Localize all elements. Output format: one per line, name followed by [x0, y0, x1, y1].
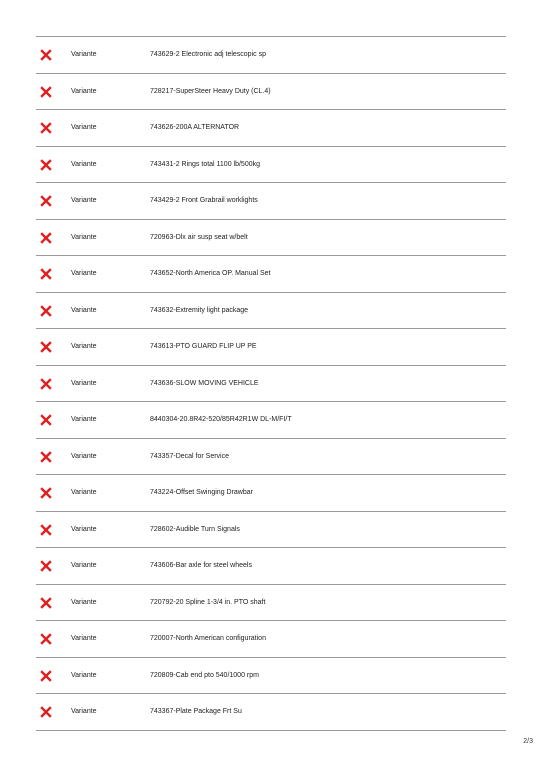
table-row	[36, 293, 506, 330]
x-mark-icon	[40, 633, 52, 645]
row-description: 743613-PTO GUARD FLIP UP PE	[150, 343, 257, 350]
table-row	[36, 439, 506, 476]
x-mark-icon	[40, 451, 52, 463]
table-row	[36, 110, 506, 147]
table-row	[36, 402, 506, 439]
row-type: Variante	[71, 270, 97, 277]
x-mark-icon	[40, 232, 52, 244]
x-mark-icon	[40, 341, 52, 353]
row-description: 743652-North America OP. Manual Set	[150, 270, 271, 277]
row-type: Variante	[71, 160, 97, 168]
table-row	[36, 37, 506, 74]
x-mark-icon	[40, 670, 52, 682]
x-mark-icon	[40, 122, 52, 134]
row-description: 743431-2 Rings total 1100 lb/500kg	[150, 160, 261, 168]
table-row	[36, 548, 506, 585]
row-type: Variante	[71, 87, 97, 95]
row-type: Variante	[71, 452, 97, 460]
x-mark-icon	[40, 305, 52, 317]
row-type: Variante	[71, 708, 97, 715]
x-mark-icon	[40, 159, 52, 171]
row-description: 743629-2 Electronic adj telescopic sp	[150, 51, 266, 58]
row-type: Variante	[71, 197, 97, 204]
table-row	[36, 512, 506, 549]
table-row	[36, 329, 506, 366]
row-type: Variante	[71, 233, 97, 241]
row-description: 743367-Plate Package Frt Su	[150, 708, 242, 715]
x-mark-icon	[40, 268, 52, 280]
x-mark-icon	[40, 487, 52, 499]
table-row	[36, 147, 506, 184]
table-row	[36, 475, 506, 512]
row-type: Variante	[71, 671, 97, 679]
row-type: Variante	[71, 489, 97, 496]
row-description: 743357-Decal for Service	[150, 452, 229, 460]
table-row	[36, 621, 506, 658]
row-description: 728217-SuperSteer Heavy Duty (CL.4)	[150, 87, 271, 95]
table-row	[36, 183, 506, 220]
page-number: 2/3	[523, 738, 533, 745]
x-mark-icon	[40, 378, 52, 390]
row-description: 8440304-20.8R42-520/85R42R1W DL-M/FI/T	[150, 416, 292, 423]
row-description: 743606-Bar axle for steel wheels	[150, 562, 252, 569]
x-mark-icon	[40, 597, 52, 609]
x-mark-icon	[40, 560, 52, 572]
row-type: Variante	[71, 306, 97, 314]
row-description: 720809-Cab end pto 540/1000 rpm	[150, 671, 259, 679]
table-row	[36, 585, 506, 622]
table-row	[36, 74, 506, 111]
row-description: 743636-SLOW MOVING VEHICLE	[150, 379, 259, 387]
table-row	[36, 694, 506, 731]
table-row	[36, 658, 506, 695]
row-description: 720007-North American configuration	[150, 635, 266, 642]
options-table	[36, 36, 506, 731]
table-row	[36, 220, 506, 257]
row-description: 743429-2 Front Grabrail worklights	[150, 197, 258, 204]
row-type: Variante	[71, 51, 97, 58]
row-type: Variante	[71, 379, 97, 387]
row-type: Variante	[71, 416, 97, 423]
x-mark-icon	[40, 414, 52, 426]
row-description: 743224-Offset Swinging Drawbar	[150, 489, 253, 496]
row-type: Variante	[71, 598, 97, 606]
x-mark-icon	[40, 86, 52, 98]
x-mark-icon	[40, 49, 52, 61]
table-row	[36, 366, 506, 403]
row-description: 728602-Audible Turn Signals	[150, 525, 240, 533]
row-type: Variante	[71, 562, 97, 569]
row-description: 720963-Dlx air susp seat w/belt	[150, 233, 248, 241]
row-type: Variante	[71, 635, 97, 642]
row-type: Variante	[71, 525, 97, 533]
x-mark-icon	[40, 524, 52, 536]
table-row	[36, 256, 506, 293]
row-description: 743626-200A ALTERNATOR	[150, 124, 240, 131]
row-type: Variante	[71, 124, 97, 131]
row-description: 743632-Extremity light package	[150, 306, 249, 314]
row-description: 720792-20 Spline 1-3/4 in. PTO shaft	[150, 598, 266, 606]
x-mark-icon	[40, 195, 52, 207]
row-type: Variante	[71, 343, 97, 350]
x-mark-icon	[40, 706, 52, 718]
